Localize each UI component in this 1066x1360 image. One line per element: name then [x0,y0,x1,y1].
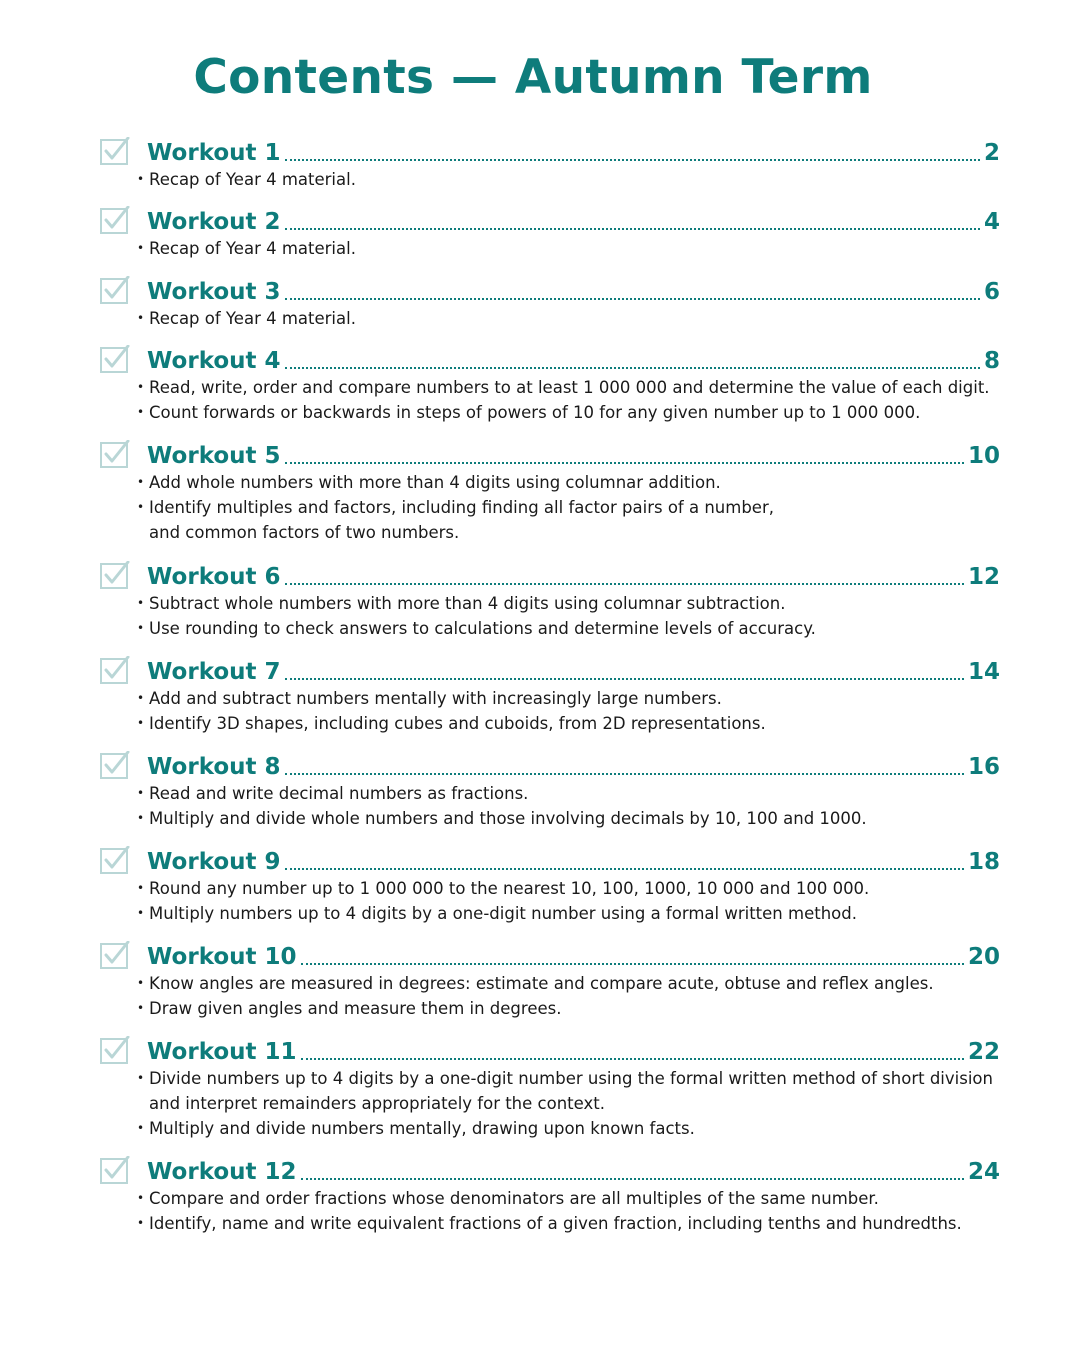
toc-entry-header [100,846,1000,876]
toc-entry-line [147,941,1000,971]
toc-entry-line [147,561,1000,591]
objective-item: • Multiply and divide numbers mentally, drawing upon known facts. [137,1116,997,1141]
page-number: 2 [983,140,1000,166]
workout-title: Workout 4 [147,348,281,374]
objective-item: • Use rounding to check answers to calculations and determine levels of accuracy. [137,616,997,641]
toc-entry-header [100,1036,1000,1066]
objective-item: • Round any number up to 1 000 000 to the nearest 10, 100, 1000, 10 000 and 100 000. [137,876,997,901]
dot-leader [285,773,964,775]
objectives-list [137,1186,997,1236]
checkbox-tick-icon[interactable] [100,206,128,234]
workout-title: Workout 9 [147,849,281,875]
objectives-list [137,1066,997,1141]
page-number: 24 [967,1159,1000,1185]
objectives-list [137,686,997,736]
checkbox-tick-icon[interactable] [100,941,128,969]
toc-entry-header [100,1156,1000,1186]
page-number: 16 [967,754,1000,780]
toc-entry-header [100,941,1000,971]
toc-entry [100,1156,1000,1236]
objectives-list [137,375,997,425]
dot-leader [285,298,980,300]
objective-item: • Subtract whole numbers with more than 4 digits using columnar subtraction. [137,591,997,616]
toc-entry [100,751,1000,831]
objective-item: • Compare and order fractions whose denominators are all multiples of the same number. [137,1186,997,1211]
toc-entry [100,1036,1000,1141]
checkbox-tick-icon[interactable] [100,656,128,684]
objective-item: • Identify 3D shapes, including cubes and cuboids, from 2D representations. [137,711,997,736]
objectives-list [137,167,997,192]
objective-item: • Add and subtract numbers mentally with increasingly large numbers. [137,686,997,711]
workout-title: Workout 2 [147,209,281,235]
checkbox-tick-icon[interactable] [100,345,128,373]
objective-item: • Multiply numbers up to 4 digits by a one-digit number using a formal written method. [137,901,997,926]
toc-entry-line [147,345,1000,375]
checkbox-tick-icon[interactable] [100,561,128,589]
toc-entry-line [147,1156,1000,1186]
toc-entry [100,440,1000,545]
toc-entry-line [147,440,1000,470]
toc-entry-header [100,751,1000,781]
objective-item: • Read, write, order and compare numbers to at least 1 000 000 and determine the value of each digit. [137,375,997,400]
checkbox-tick-icon[interactable] [100,440,128,468]
toc-entry [100,941,1000,1021]
objective-item: • Draw given angles and measure them in degrees. [137,996,997,1021]
page-number: 18 [967,849,1000,875]
dot-leader [285,367,980,369]
toc-entry [100,137,1000,192]
dot-leader [285,462,964,464]
toc-entry-line [147,846,1000,876]
objective-item: • Identify multiples and factors, including finding all factor pairs of a number, and common factors of two numbers. [137,495,997,545]
checkbox-tick-icon[interactable] [100,846,128,874]
toc-entry-header [100,345,1000,375]
toc-entry [100,276,1000,331]
workout-title: Workout 5 [147,443,281,469]
workout-title: Workout 6 [147,564,281,590]
toc-entry [100,206,1000,261]
page-number: 8 [983,348,1000,374]
objective-item: • Recap of Year 4 material. [137,306,997,331]
workout-title: Workout 7 [147,659,281,685]
toc-entry-header [100,137,1000,167]
page-number: 22 [967,1039,1000,1065]
checkbox-tick-icon[interactable] [100,751,128,779]
toc-entry-line [147,751,1000,781]
objectives-list [137,876,997,926]
dot-leader [301,1058,964,1060]
toc-entry-header [100,440,1000,470]
toc-entry-line [147,656,1000,686]
dot-leader [285,228,980,230]
objectives-list [137,236,997,261]
dot-leader [285,868,964,870]
dot-leader [301,963,964,965]
workout-title: Workout 8 [147,754,281,780]
checkbox-tick-icon[interactable] [100,137,128,165]
toc-entry-line [147,276,1000,306]
objectives-list [137,470,997,545]
workout-title: Workout 1 [147,140,281,166]
objective-item: • Multiply and divide whole numbers and those involving decimals by 10, 100 and 1000. [137,806,997,831]
objective-item: • Identify, name and write equivalent fractions of a given fraction, including tenths and hundredths. [137,1211,997,1236]
objective-item: • Know angles are measured in degrees: estimate and compare acute, obtuse and reflex angles. [137,971,997,996]
toc-entry-header [100,276,1000,306]
objective-item: • Divide numbers up to 4 digits by a one-digit number using the formal written method of short division and interpret remainders appropriately for the context. [137,1066,997,1116]
toc-entry-line [147,206,1000,236]
dot-leader [301,1178,964,1180]
objectives-list [137,971,997,1021]
page-number: 4 [983,209,1000,235]
page-number: 20 [967,944,1000,970]
dot-leader [285,678,964,680]
objective-item: • Add whole numbers with more than 4 digits using columnar addition. [137,470,997,495]
objective-item: • Count forwards or backwards in steps of powers of 10 for any given number up to 1 000 000. [137,400,997,425]
workout-title: Workout 11 [147,1039,297,1065]
toc-entry [100,561,1000,641]
toc-entry-header [100,206,1000,236]
page-number: 14 [967,659,1000,685]
workout-title: Workout 12 [147,1159,297,1185]
objectives-list [137,781,997,831]
objective-item: • Recap of Year 4 material. [137,236,997,261]
toc-entry [100,846,1000,926]
toc-entry-header [100,656,1000,686]
workout-title: Workout 3 [147,279,281,305]
dot-leader [285,159,980,161]
page-title: Contents — Autumn Term [193,50,873,105]
page-number: 10 [967,443,1000,469]
toc-entry [100,345,1000,425]
toc-entry-line [147,1036,1000,1066]
workout-title: Workout 10 [147,944,297,970]
page-number: 6 [983,279,1000,305]
objective-item: • Recap of Year 4 material. [137,167,997,192]
objectives-list [137,591,997,641]
page-number: 12 [967,564,1000,590]
checkbox-tick-icon[interactable] [100,1036,128,1064]
objectives-list [137,306,997,331]
checkbox-tick-icon[interactable] [100,276,128,304]
dot-leader [285,583,964,585]
toc-entry-line [147,137,1000,167]
objective-item: • Read and write decimal numbers as fractions. [137,781,997,806]
toc-entry [100,656,1000,736]
checkbox-tick-icon[interactable] [100,1156,128,1184]
toc-entry-header [100,561,1000,591]
